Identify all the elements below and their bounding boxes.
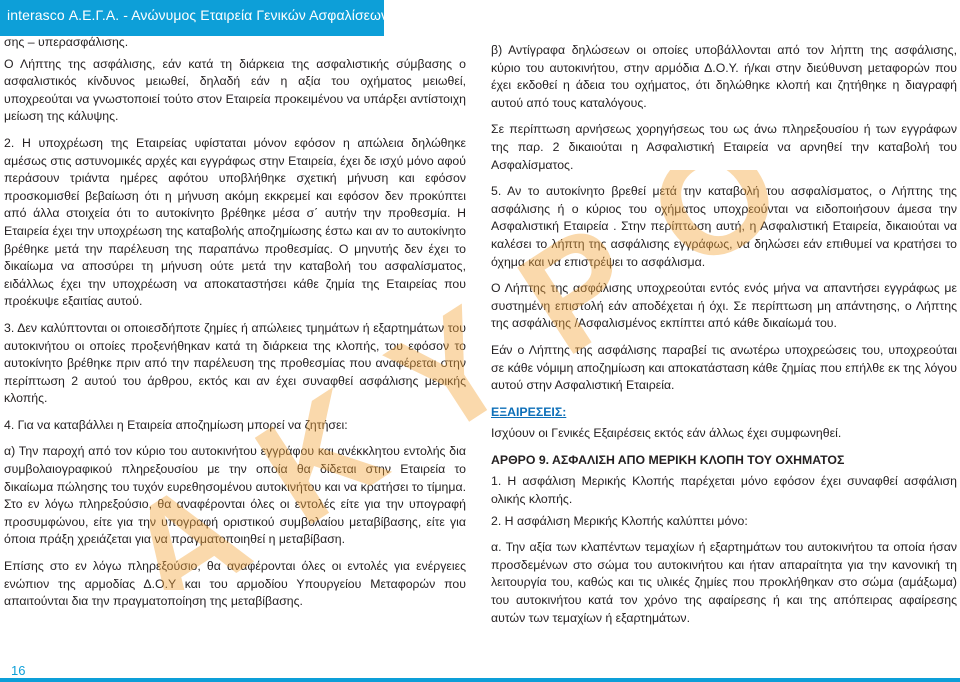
article-9-heading: ΑΡΘΡΟ 9. ΑΣΦΑΛΙΣΗ ΑΠΟ ΜΕΡΙΚΗ ΚΛΟΠΗ ΤΟΥ ΟΧΗΜΑΤΟΣ <box>491 452 845 467</box>
header-bar <box>0 0 389 36</box>
exclusions-heading: ΕΞΑΙΡΕΣΕΙΣ: <box>491 404 567 419</box>
left-column <box>4 34 466 611</box>
left-paragraph-6: α) Την παροχή από τον κύριο του αυτοκινήτου εγγράφου και ανέκκλητου εντολής δια συμβολαιογραφικού πληρεξουσίου με την οποία θα δίδεται στην Εταιρεία το δικαίωμα πώλησης του τυχόν ευρεθησομένου αυτοκινήτου και να κρατήσει το τίμημα. Στο εν λόγω πληρεξούσιο, θα αναφέρονται όλες οι εντολές είτε για την υπογραφή προσυμφώνου, είτε για την υπογραφή οριστικού συμβολαίου μεταβίβασης, είτε για όποια πράξη χρειάζεται για να πραγματοποιηθεί η μεταβίβαση. <box>4 444 466 547</box>
right-paragraph-3: 5. Αν το αυτοκίνητο βρεθεί μετά την καταβολή του ασφαλίσματος, ο Λήπτης της ασφάλισης ή ο κύριος του οχήματος υποχρεούνται να ειδοποιήσουν άμεσα την Ασφαλιστική Εταιρεία . Στην περίπτωση αυτή, η Ασφαλιστική Εταιρεία, δικαιούται να καλέσει το λήπτη της ασφάλισης εγγράφως, να δηλώσει εάν επιθυμεί να κρατήσει το όχημα και να επιστρέψει το ασφάλισμα. <box>491 184 957 269</box>
left-paragraph-4: 3. Δεν καλύπτονται οι οποιεσδήποτε ζημίες ή απώλειες τμημάτων ή εξαρτημάτων του αυτοκινήτου οι οποίες προξενήθηκαν κατά τη διάρκεια της κλοπής, του εφόσον το αυτοκίνητο βρέθηκε πριν από την παρέλευση της προθεσμίας που αναφέρεται στην περίπτωση 2 αυτού του άρθρου, εκτός και αν έχει συναφθεί ασφάλισης μερικής κλοπής. <box>4 320 466 406</box>
left-paragraph-1: σης – υπερασφάλισης. <box>4 35 129 49</box>
left-paragraph-5: 4. Για να καταβάλλει η Εταιρεία αποζημίωση μπορεί να ζητήσει: <box>4 417 348 432</box>
right-paragraph-7: 1. Η ασφάλιση Μερικής Κλοπής παρέχεται μόνο εφόσον έχει συναφθεί ασφάλιση ολικής κλοπής. <box>491 474 957 507</box>
right-paragraph-6: Ισχύουν οι Γενικές Εξαιρέσεις εκτός εάν άλλως έχει συμφωνηθεί. <box>491 426 842 441</box>
left-paragraph-2: Ο Λήπτης της ασφάλισης, εάν κατά τη διάρκεια της ασφαλιστικής σύμβασης ο ασφαλιστικός κίνδυνος μειωθεί, δηλαδή εάν η αξία του οχήματος μειωθεί, υποχρεούται να γνωστοποιεί τούτο στον Εταιρεία προκειμένου να υπάρξει αντίστοιχη μείωση της κάλυψης. <box>4 56 466 124</box>
watermark-text: Α Κ Υ Ρ Ο <box>150 170 770 590</box>
left-paragraph-3: 2. Η υποχρέωση της Εταιρείας υφίσταται μόνον εφόσον η απώλεια δηλώθηκε αμέσως στις αστυνομικές αρχές και εγγράφως στην Εταιρεία, έχει δε ισχύ μόνο αφού περάσουν τριάντα ημέρες αφότου υποβλήθηκε σχετική μήνυση και εφόσον προσκομισθεί βεβαίωση ότι η μήνυση ακόμη εκκρεμεί και εφόσον δεν προκύπτει από άλλα στοιχεία ότι το αυτοκίνητο βρέθηκε μέσα σ΄ αυτήν την προθεσμία. Η Εταιρεία έχει την υποχρέωση της καταβολής αποζημίωσης έστω και αν το αυτοκίνητο βρέθηκε μετά την παρέλευση της παραπάνω προθεσμίας. Ο μηνυτής δεν έχει το δικαίωμα να αποσύρει τη μήνυση ούτε μετά την καταβολή του ασφαλίσματος, ειδάλλως έχει την υποχρέωση να αποκαταστήσει κάθε ζημία της Εταιρείας που προέκυψε εξαιτίας αυτού. <box>4 135 466 309</box>
right-column <box>491 42 957 627</box>
right-paragraph-4: Ο Λήπτης της ασφάλισης υποχρεούται εντός ενός μήνα να απαντήσει εγγράφως με συστημένη επιστολή εάν αποδέχεται ή όχι. Σε περίπτωση μη απάντησης, ο Λήπτης της ασφάλισης /Ασφαλισμένος εκπίπτει από κάθε δικαίωμά του. <box>491 281 957 331</box>
left-paragraph-7: Επίσης στο εν λόγω πληρεξούσιο, θα αναφέρονται όλες οι εντολές για ενέργειες ενώπιον της αρμοδίας Δ.Ο.Υ και του αρμοδίου Υπουργείου Μεταφορών που απαιτούνται δια την πραγματοποίηση της μεταβίβασης. <box>4 559 466 609</box>
footer-rule <box>0 678 960 682</box>
page-number: 16 <box>11 663 26 678</box>
right-paragraph-8: 2. Η ασφάλιση Μερικής Κλοπής καλύπτει μόνο: <box>491 513 748 528</box>
right-paragraph-9: α. Την αξία των κλαπέντων τεμαχίων ή εξαρτημάτων του αυτοκινήτου τα οποία ήσαν προσδεμένων στο σώμα του αυτοκινήτου και ήταν απαραίτητα για την κανονική τη λειτουργία του, καθώς και τις υλικές ζημίες που προκλήθηκαν στο σώμα (αμάξωμα) του αυτοκινήτου κατά τον χρόνο της αφαίρεσης ή και της απόπειρας αφαίρεσης αυτών των τεμαχίων ή εξαρτημάτων. <box>491 540 957 625</box>
right-paragraph-1: β) Αντίγραφα δηλώσεων οι οποίες υποβάλλονται από τον λήπτη της ασφάλισης, κύριο του αυτοκινήτου, στην αρμόδια Δ.Ο.Υ. ή/και στην διεύθυνση μεταφορών που έχει εκδοθεί η άδεια του οχήματος, ότι δηλώθηκε κλοπή και ζητήθηκε η διαγραφή αυτού από τους καταλόγους. <box>491 43 957 110</box>
right-paragraph-5: Εάν ο Λήπτης της ασφάλισης παραβεί τις ανωτέρω υποχρεώσεις του, υποχρεούται σε κάθε νόμιμη αποζημίωση και αποκατάσταση κάθε ζημίας που επήλθε εκ της λόγου αυτού στην Ασφαλιστική Εταιρεία. <box>491 342 957 393</box>
right-paragraph-2: Σε περίπτωση αρνήσεως χορηγήσεως του ως άνω πληρεξουσίου ή των εγγράφων της παρ. 2 δικαιούται η Ασφαλιστική Εταιρεία να αρνηθεί την καταβολή του Ασφαλίσματος. <box>491 122 957 172</box>
header-title: interasco Α.Ε.Γ.Α. - Ανώνυμος Εταιρεία Γενικών Ασφαλίσεων <box>7 7 389 23</box>
